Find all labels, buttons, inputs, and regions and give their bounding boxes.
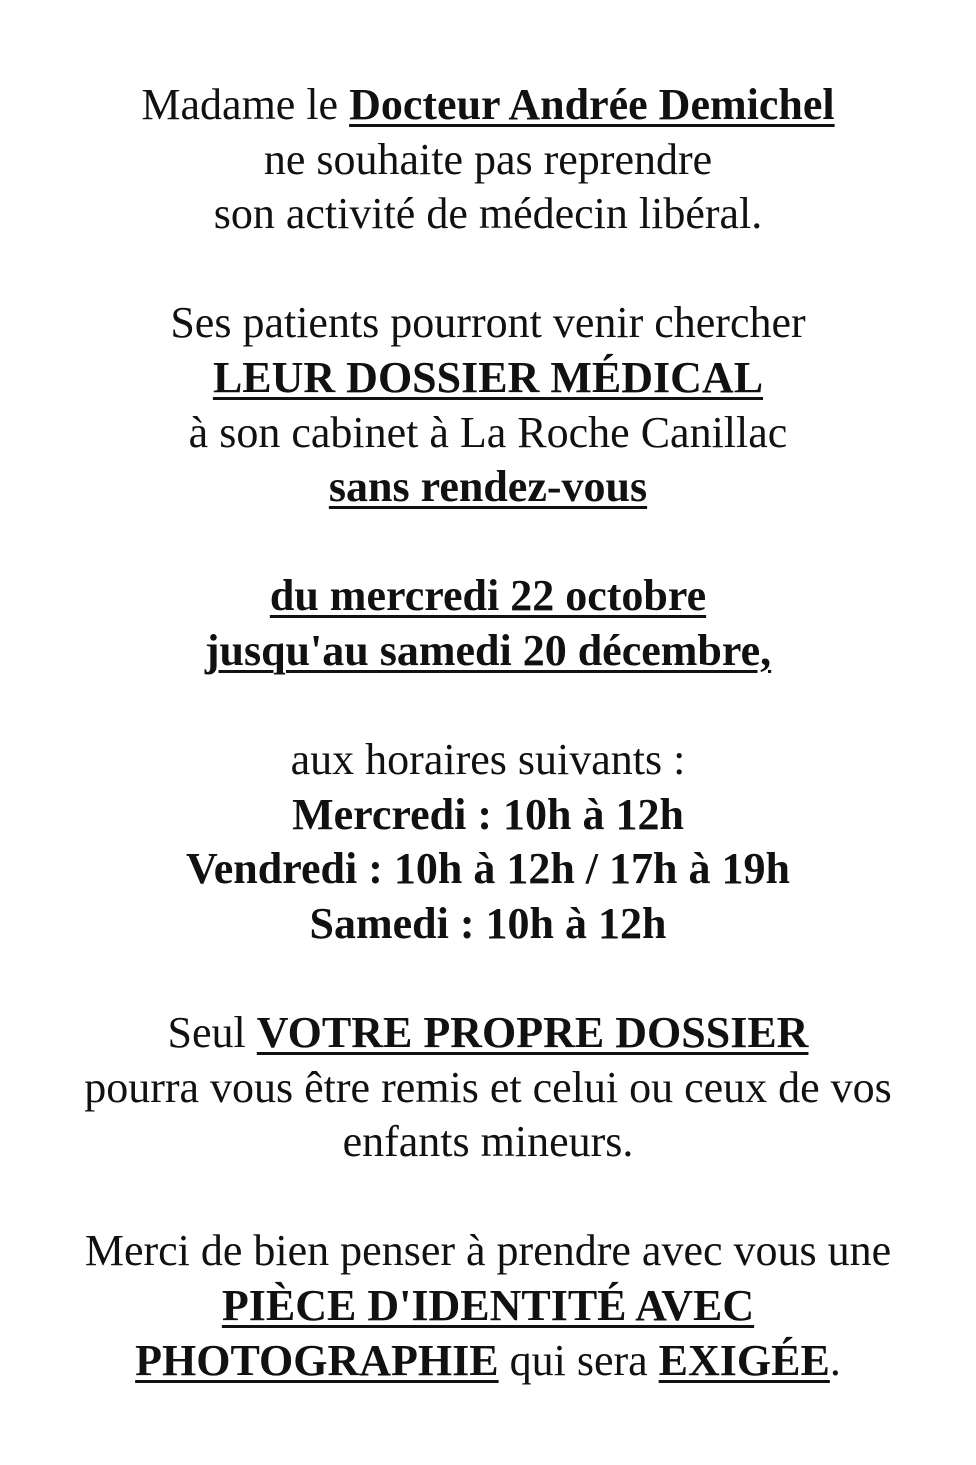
id-rule-connector: qui sera — [498, 1335, 659, 1385]
photo-emphasis: PHOTOGRAPHIE — [135, 1335, 499, 1385]
no-appointment-text: sans rendez-vous — [328, 462, 648, 512]
doctor-name: Docteur Andrée Demichel — [349, 80, 835, 129]
required-emphasis: EXIGÉE — [658, 1335, 830, 1385]
spacer — [0, 1170, 976, 1225]
intro-line-3: son activité de médecin libéral. — [213, 189, 763, 239]
file-rule-line-1 — [0, 1006, 976, 1061]
id-rule-line-3 — [0, 1334, 976, 1389]
intro-line-1 — [0, 78, 976, 133]
id-rule-period: . — [829, 1335, 841, 1385]
medical-file-heading: LEUR DOSSIER MÉDICAL — [212, 352, 764, 402]
period-end — [0, 624, 976, 679]
pickup-line-2 — [0, 351, 976, 406]
hours-item-saturday: Samedi : 10h à 12h — [309, 898, 667, 948]
file-rule-line-3: enfants mineurs. — [342, 1117, 634, 1167]
spacer — [0, 242, 976, 297]
pickup-line-1: Ses patients pourront venir chercher — [170, 298, 806, 348]
spacer — [0, 952, 976, 1007]
spacer — [0, 679, 976, 734]
hours-item-wednesday: Mercredi : 10h à 12h — [292, 789, 684, 839]
period-start — [0, 569, 976, 624]
intro-prefix: Madame le — [141, 80, 350, 129]
hours-item-friday: Vendredi : 10h à 12h / 17h à 19h — [186, 844, 790, 894]
period-start-text: du mercredi 22 octobre — [269, 571, 707, 621]
period-end-text: jusqu'au samedi 20 décembre, — [204, 625, 772, 675]
intro-line-2: ne souhaite pas reprendre — [263, 134, 713, 184]
notice-document — [0, 78, 976, 1388]
own-file-emphasis: VOTRE PROPRE DOSSIER — [256, 1008, 809, 1058]
spacer — [0, 515, 976, 570]
file-rule-line-2: pourra vous être remis et celui ou ceux de vos — [84, 1062, 892, 1112]
hours-intro: aux horaires suivants : — [290, 735, 686, 785]
pickup-line-4 — [0, 460, 976, 515]
id-rule-line-1: Merci de bien penser à prendre avec vous une — [84, 1226, 892, 1276]
id-rule-line-2 — [0, 1279, 976, 1334]
file-rule-prefix: Seul — [167, 1008, 257, 1058]
id-document-emphasis: PIÈCE D'IDENTITÉ AVEC — [221, 1281, 755, 1331]
pickup-line-3: à son cabinet à La Roche Canillac — [188, 407, 788, 457]
